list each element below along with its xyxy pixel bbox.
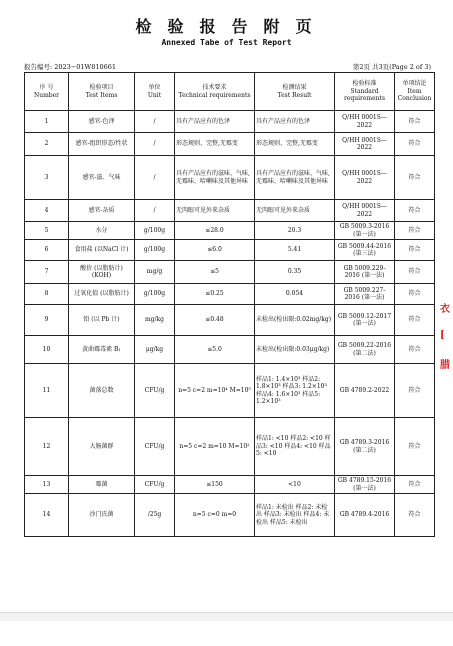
cell-standard: GB 5009.227-2016 (第一法) (335, 284, 395, 305)
side-stamp-mark: 衣 (440, 304, 450, 315)
cell-test-item: 过氧化值 (以脂肪计) (69, 284, 135, 305)
cell-number: 5 (25, 222, 69, 240)
cell-conclusion: 符合 (395, 284, 435, 305)
table-row (25, 418, 435, 476)
table-row (25, 305, 435, 336)
cell-number: 8 (25, 284, 69, 305)
cell-requirement: ≤28.0 (175, 222, 255, 240)
cell-number: 9 (25, 305, 69, 336)
cell-standard: GB 5009.12-2017 (第一法) (335, 305, 395, 336)
cell-result: 0.35 (255, 261, 335, 284)
cell-requirement: 无肉眼可见外来杂质 (175, 200, 255, 222)
cell-unit: CFU/g (135, 418, 175, 476)
cell-unit: g/100g (135, 284, 175, 305)
cell-result: 具有产品应有的色泽 (255, 111, 335, 133)
table-row (25, 200, 435, 222)
cell-number: 2 (25, 133, 69, 156)
cell-conclusion: 符合 (395, 200, 435, 222)
cell-test-item: 食用盐 (以NaCl 计) (69, 240, 135, 261)
cell-result: 0.054 (255, 284, 335, 305)
cell-conclusion: 符合 (395, 133, 435, 156)
cell-unit: mg/kg (135, 305, 175, 336)
table-row (25, 133, 435, 156)
table-row (25, 111, 435, 133)
cell-test-item: 感官-组织形态/性状 (69, 133, 135, 156)
cell-requirement: 形态规则、完整,无霉变 (175, 133, 255, 156)
cell-standard: Q/HH 0001S—2022 (335, 200, 395, 222)
cell-number: 6 (25, 240, 69, 261)
page-subtitle: Annexed Tabe of Test Report (161, 38, 292, 47)
cell-unit: g/100g (135, 222, 175, 240)
cell-unit: / (135, 200, 175, 222)
cell-requirement: n=5 c=2 m=10 M=10² (175, 418, 255, 476)
cell-conclusion: 符合 (395, 240, 435, 261)
cell-requirement: ≤150 (175, 476, 255, 494)
cell-requirement: n=5 c=2 m=10⁴ M=10⁵ (175, 364, 255, 418)
page-info: 第2页 共3页(Page 2 of 3) (352, 63, 431, 71)
side-stamp-mark: [ (440, 330, 445, 341)
cell-unit: CFU/g (135, 476, 175, 494)
cell-unit: mg/g (135, 261, 175, 284)
cell-result: <10 (255, 476, 335, 494)
table-row (25, 261, 435, 284)
cell-result: 20.3 (255, 222, 335, 240)
cell-number: 13 (25, 476, 69, 494)
cell-standard: GB 4789.3-2016 (第二法) (335, 418, 395, 476)
cell-result: 无肉眼可见外来杂质 (255, 200, 335, 222)
col-header-unit: 单位 Unit (135, 73, 175, 111)
cell-unit: / (135, 133, 175, 156)
cell-number: 3 (25, 156, 69, 200)
col-header-standard: 检验标准 Standard requirements (335, 73, 395, 111)
cell-number: 11 (25, 364, 69, 418)
cell-test-item: 感官-杂质 (69, 200, 135, 222)
cell-standard: GB 5009.3-2016 (第一法) (335, 222, 395, 240)
cell-number: 14 (25, 494, 69, 537)
cell-standard: GB 5009.229-2016 (第一法) (335, 261, 395, 284)
cell-requirement: 具有产品应有的滋味、气味,无霉味、哈喇味及其他异味 (175, 156, 255, 200)
cell-result: 具有产品应有的滋味、气味,无霉味、哈喇味及其他异味 (255, 156, 335, 200)
cell-result: 未检出(检出限:0.03μg/kg) (255, 336, 335, 364)
cell-conclusion: 符合 (395, 305, 435, 336)
cell-standard: GB 4789.4-2016 (335, 494, 395, 537)
cell-test-item: 菌落总数 (69, 364, 135, 418)
col-header-requirements: 技术要求 Technical requirements (175, 73, 255, 111)
cell-standard: GB 4789.2-2022 (335, 364, 395, 418)
cell-requirement: ≤0.25 (175, 284, 255, 305)
cell-standard: Q/HH 0001S—2022 (335, 111, 395, 133)
cell-conclusion: 符合 (395, 336, 435, 364)
cell-number: 4 (25, 200, 69, 222)
cell-unit: / (135, 156, 175, 200)
cell-test-item: 黄曲霉毒素 B₁ (69, 336, 135, 364)
cell-result: 样品1: 未检出 样品2: 未检出 样品3: 未检出 样品4: 未检出 样品5: 未检出 (255, 494, 335, 537)
cell-conclusion: 符合 (395, 494, 435, 537)
cell-test-item: 酸价 (以脂肪计) (KOH) (69, 261, 135, 284)
cell-number: 12 (25, 418, 69, 476)
cell-requirement: ≤5 (175, 261, 255, 284)
cell-test-item: 沙门氏菌 (69, 494, 135, 537)
cell-requirement: ≤5.0 (175, 336, 255, 364)
col-header-number: 序 号 Number (25, 73, 69, 111)
cell-unit: CFU/g (135, 364, 175, 418)
cell-test-item: 霉菌 (69, 476, 135, 494)
cell-number: 10 (25, 336, 69, 364)
cell-requirement: n=5 c=0 m=0 (175, 494, 255, 537)
cell-standard: GB 5009.44-2016 (第三法) (335, 240, 395, 261)
table-row (25, 336, 435, 364)
page-title: 检 验 报 告 附 页 (135, 19, 318, 36)
cell-test-item: 水分 (69, 222, 135, 240)
cell-conclusion: 符合 (395, 111, 435, 133)
table-row (25, 222, 435, 240)
col-header-item: 检验项目 Test Items (69, 73, 135, 111)
cell-test-item: 大肠菌群 (69, 418, 135, 476)
cell-standard: GB 4789.15-2016 (第一法) (335, 476, 395, 494)
test-results-table (24, 72, 435, 537)
cell-conclusion: 符合 (395, 222, 435, 240)
cell-standard: Q/HH 0001S—2022 (335, 156, 395, 200)
cell-requirement: ≤0.48 (175, 305, 255, 336)
cell-conclusion: 符合 (395, 418, 435, 476)
table-row (25, 494, 435, 537)
table-row (25, 284, 435, 305)
cell-conclusion: 符合 (395, 156, 435, 200)
cell-number: 1 (25, 111, 69, 133)
cell-unit: μg/kg (135, 336, 175, 364)
table-row (25, 240, 435, 261)
cell-conclusion: 符合 (395, 476, 435, 494)
side-stamp-mark: 腊 (440, 360, 450, 371)
cell-conclusion: 符合 (395, 364, 435, 418)
cell-conclusion: 符合 (395, 261, 435, 284)
page-bottom-edge (0, 612, 453, 621)
cell-unit: /25g (135, 494, 175, 537)
cell-test-item: 感官-滋、气味 (69, 156, 135, 200)
col-header-result: 检测结果 Test Result (255, 73, 335, 111)
cell-standard: GB 5009.22-2016 (第二法) (335, 336, 395, 364)
cell-result: 样品1: <10 样品2: <10 样品3: <10 样品4: <10 样品5: <10 (255, 418, 335, 476)
cell-test-item: 铅 (以 Pb 计) (69, 305, 135, 336)
cell-number: 7 (25, 261, 69, 284)
col-header-conclusion: 单项结论 Item Conclusion (395, 73, 435, 111)
cell-requirement: ≤6.0 (175, 240, 255, 261)
table-row (25, 156, 435, 200)
cell-test-item: 感官-色泽 (69, 111, 135, 133)
cell-result: 5.41 (255, 240, 335, 261)
cell-result: 形态规则、完整,无霉变 (255, 133, 335, 156)
cell-result: 样品1: 1.4×10³ 样品2: 1.8×10³ 样品3: 1.2×10³ 样品4: 1.6×10³ 样品5: 1.2×10³ (255, 364, 335, 418)
report-number: 报告编号: 2023−01W810661 (24, 63, 117, 71)
table-header-row (25, 73, 435, 111)
cell-requirement: 具有产品应有的色泽 (175, 111, 255, 133)
table-row (25, 364, 435, 418)
cell-result: 未检出(检出限:0.02mg/kg) (255, 305, 335, 336)
cell-unit: / (135, 111, 175, 133)
cell-unit: g/100g (135, 240, 175, 261)
cell-standard: Q/HH 0001S—2022 (335, 133, 395, 156)
table-row (25, 476, 435, 494)
